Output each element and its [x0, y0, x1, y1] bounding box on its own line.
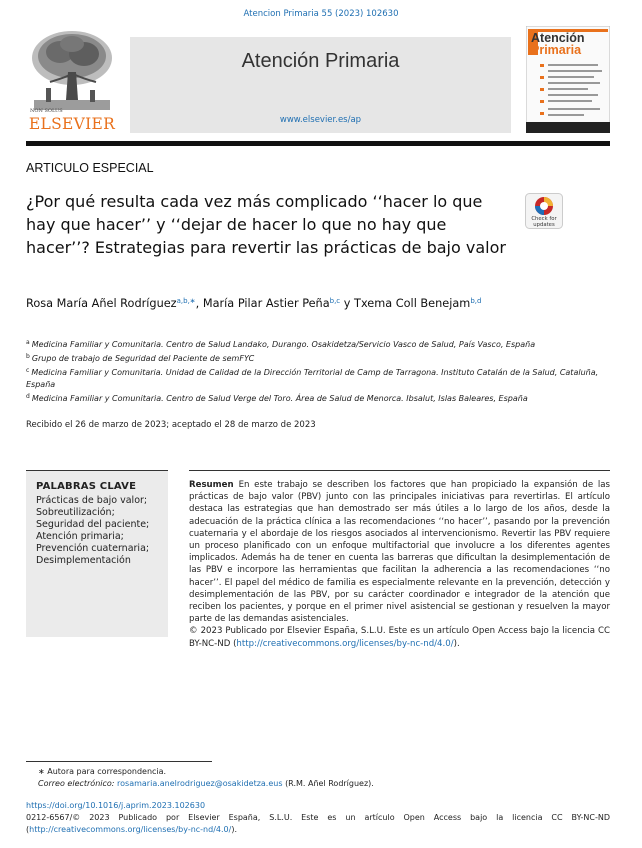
affiliation-text: Grupo de trabajo de Seguridad del Paciente de semFYC: [31, 354, 255, 363]
header-rule: [26, 141, 610, 146]
author-email-link[interactable]: rosamaria.anelrodriguez@osakidetza.eus: [117, 779, 283, 788]
affiliation-item: [26, 391, 610, 405]
keyword-item: Desimplementación: [36, 555, 131, 566]
abstract-label: Resumen: [189, 480, 234, 490]
doi-link[interactable]: https://doi.org/10.1016/j.aprim.2023.102630: [26, 801, 206, 810]
correspondence-label: Autora para correspondencia.: [47, 767, 167, 776]
abstract-license-link[interactable]: http://creativecommons.org/licenses/by-nc-nd/4.0/: [236, 638, 454, 649]
received-dates: Recibido el 26 de marzo de 2023; aceptado el 28 de marzo de 2023: [26, 420, 316, 430]
author-affiliation-marks[interactable]: b,d: [470, 297, 482, 305]
check-for-updates-label: Check for updates: [531, 216, 557, 228]
affiliation-mark: c: [26, 367, 30, 374]
affiliation-mark: a: [26, 339, 30, 346]
footnote-marker: ∗: [38, 767, 45, 776]
elsevier-wordmark: ELSEVIER: [28, 115, 116, 133]
abstract-copyright-end: ).: [453, 638, 460, 649]
elsevier-logo[interactable]: [26, 28, 118, 136]
footnote-rule: [26, 761, 212, 762]
keyword-item: Seguridad del paciente;: [36, 519, 150, 530]
article-title: ¿Por qué resulta cada vez más complicado ‘‘hacer lo que hay que hacer’’ y ‘‘dejar de hacer lo que no hay que hacer’’? Estrategias para revertir las prácticas de bajo valor: [26, 192, 506, 257]
affiliation-item: [26, 337, 610, 351]
affiliation-text: Medicina Familiar y Comunitaria. Centro de Salud Landako, Durango. Osakidetza/Servicio Vasco de Salud, País Vasco, España: [31, 340, 536, 349]
keywords-box: [26, 470, 168, 637]
author-affiliation-marks[interactable]: a,b,∗: [176, 297, 196, 305]
journal-cover-thumbnail[interactable]: [526, 26, 610, 133]
abstract-text: En este trabajo se describen los factores que han propiciado la expansión de las prácticas de bajo valor (PBV) junto con las principales iniciativas para revertirlas. El artículo destaca las estrategias que han demostrado ser más útiles a lo largo de los años, desde la adecuación de la práctica clínica a las recomendaciones ‘‘no hacer’’, pasando por la prevención cuaternaria y el abordaje de los riesgos asociados al intervencionismo. Revertir las PBV requiere un proceso planificado con un enfoque multifactorial que involucre a los diferentes agentes implicados. Además ha de tener en cuenta las barreras que dificultan la desimplementación de las PBV e incorpore las herramientas que facilitan la adherencia a las recomendaciones ‘‘no hacer’’. El papel del médico de familia es especialmente relevante en la prevención, detección y desimplementación de las PBV, por su carácter coordinador e integrador de la atención que reciben los pacientes, y porque en el primer nivel asistencial se gestionan y resuelven la mayor parte de las demandas asistenciales.: [189, 480, 610, 625]
author-separator: ,: [195, 297, 203, 310]
journal-citation[interactable]: Atencion Primaria 55 (2023) 102630: [243, 9, 399, 19]
footer-license-link[interactable]: http://creativecommons.org/licenses/by-nc-nd/4.0/: [29, 824, 232, 834]
keywords-list: [36, 495, 164, 567]
journal-title: Atención Primaria: [241, 50, 400, 72]
author-list: [26, 297, 481, 310]
author-name: Rosa María Añel Rodríguez: [26, 297, 177, 310]
affiliation-mark: d: [26, 393, 30, 400]
email-suffix: (R.M. Añel Rodríguez).: [285, 779, 374, 788]
keyword-item: Atención primaria;: [36, 531, 124, 542]
affiliation-mark: b: [26, 353, 30, 360]
keyword-item: Prevención cuaternaria;: [36, 543, 150, 554]
affiliations: [26, 337, 610, 405]
affiliation-item: [26, 351, 610, 365]
footer-copyright-text: 0212-6567/© 2023 Publicado por Elsevier España, S.L.U. Este es un artículo Open Access bajo la licencia CC BY-NC-ND (: [26, 813, 610, 834]
article-type: ARTICULO ESPECIAL: [26, 161, 154, 175]
keywords-title: PALABRAS CLAVE: [36, 481, 137, 492]
affiliation-item: [26, 365, 610, 391]
footer-copyright: [26, 812, 610, 835]
email-label: Correo electrónico:: [38, 779, 115, 788]
affiliation-text: Medicina Familiar y Comunitaria. Centro de Salud Verge del Toro. Área de Salud de Menorca. Ibsalut, Islas Baleares, España: [31, 394, 528, 403]
journal-banner: [130, 37, 511, 133]
author-separator: y: [340, 297, 355, 310]
check-for-updates-button[interactable]: [525, 193, 563, 229]
correspondence-footnote: [26, 766, 374, 790]
author-affiliation-marks[interactable]: b,c: [329, 297, 341, 305]
keyword-item: Prácticas de bajo valor;: [36, 495, 148, 506]
abstract: [189, 470, 610, 650]
svg-text:NON SOLUS: NON SOLUS: [30, 108, 63, 114]
footer-copyright-end: ).: [231, 824, 237, 834]
keyword-item: Sobreutilización;: [36, 507, 115, 518]
affiliation-text: Medicina Familiar y Comunitaria. Unidad de Calidad de la Dirección Territorial de Camp de Tarragona. Instituto Catalán de la Salud, Cataluña, España: [26, 368, 599, 389]
author-name: Txema Coll Benejam: [354, 297, 471, 310]
author-name: María Pilar Astier Peña: [202, 297, 330, 310]
journal-url-link[interactable]: www.elsevier.es/ap: [279, 115, 362, 125]
cover-title: Atención Primaria: [531, 31, 585, 57]
abstract-copyright: © 2023 Publicado por Elsevier España, S.L.U. Este es un artículo Open Access bajo la licencia CC BY-NC-ND (: [189, 626, 610, 649]
